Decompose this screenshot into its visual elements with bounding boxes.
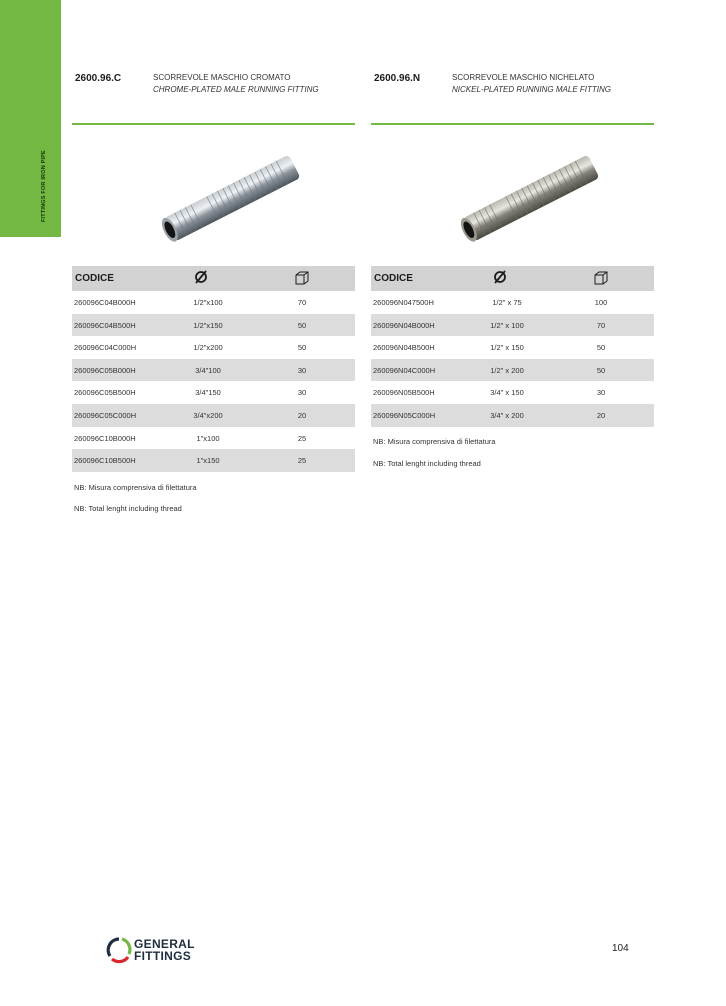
product-description-it: SCORREVOLE MASCHIO CROMATO <box>153 73 291 82</box>
table-header <box>371 266 654 291</box>
row-code: 260096C05B000H <box>74 365 136 375</box>
table-row <box>371 314 654 337</box>
row-size: 3/4"100 <box>195 365 221 375</box>
code-column-header: CODICE <box>374 273 413 284</box>
table-row <box>72 336 355 359</box>
table-row <box>72 291 355 314</box>
table-row <box>72 404 355 427</box>
product-code: 2600.96.N <box>374 73 421 84</box>
note-english: NB: Total lenght including thread <box>74 504 182 513</box>
row-size: 1/2"x200 <box>193 343 223 353</box>
page-number: 104 <box>612 943 629 954</box>
row-qty: 20 <box>596 410 606 420</box>
general-fittings-logo <box>106 935 216 967</box>
product-header <box>72 72 355 112</box>
note-italian: NB: Misura comprensiva di filettatura <box>74 483 197 492</box>
product-code: 2600.96.C <box>75 73 122 84</box>
table-row <box>72 427 355 450</box>
box-icon <box>294 270 310 286</box>
row-code: 260096N04B500H <box>373 343 435 353</box>
box-icon <box>593 270 609 286</box>
row-qty: 50 <box>596 343 606 353</box>
header-divider <box>371 123 654 125</box>
product-table <box>371 291 654 427</box>
section-side-tab <box>0 0 61 237</box>
product-table <box>72 291 355 472</box>
row-code: 260096N05C000H <box>373 410 436 420</box>
row-size: 1"x100 <box>196 433 220 443</box>
row-size: 1"x150 <box>196 456 220 466</box>
row-qty: 50 <box>596 365 606 375</box>
diameter-icon <box>193 269 209 285</box>
product-description-en: NICKEL-PLATED RUNNING MALE FITTING <box>452 85 611 94</box>
table-row <box>371 291 654 314</box>
row-size: 3/4" x 200 <box>490 410 524 420</box>
product-header <box>371 72 654 112</box>
row-qty: 20 <box>297 410 307 420</box>
row-size: 1/2" x 150 <box>490 343 524 353</box>
row-code: 260096C05B500H <box>74 388 136 398</box>
header-divider <box>72 123 355 125</box>
note-english: NB: Total lenght including thread <box>373 459 481 468</box>
table-row <box>72 381 355 404</box>
row-qty: 30 <box>596 388 606 398</box>
row-size: 1/2" x 75 <box>492 298 522 307</box>
row-qty: 30 <box>297 388 307 398</box>
row-size: 3/4"150 <box>195 388 221 398</box>
logo-word-general: GENERAL <box>134 937 195 951</box>
row-qty: 30 <box>297 365 307 375</box>
note-italian: NB: Misura comprensiva di filettatura <box>373 437 496 446</box>
table-row <box>371 359 654 382</box>
table-row <box>371 404 654 427</box>
row-qty: 50 <box>297 343 307 353</box>
row-qty: 100 <box>594 298 608 307</box>
product-description-it: SCORREVOLE MASCHIO NICHELATO <box>452 73 595 82</box>
product-description-en: CHROME-PLATED MALE RUNNING FITTING <box>153 85 319 94</box>
table-header <box>72 266 355 291</box>
row-qty: 25 <box>297 433 307 443</box>
row-code: 260096N04C000H <box>373 365 436 375</box>
row-code: 260096C04B500H <box>74 320 136 330</box>
row-qty: 25 <box>297 456 307 466</box>
row-size: 3/4"x200 <box>193 410 223 420</box>
diameter-icon <box>492 269 508 285</box>
table-row <box>72 314 355 337</box>
row-qty: 70 <box>596 320 606 330</box>
row-code: 260096C04C000H <box>74 343 137 353</box>
product-photo-nickel <box>439 128 619 263</box>
row-code: 260096N05B500H <box>373 388 435 398</box>
row-size: 3/4" x 150 <box>490 388 524 398</box>
table-row <box>371 381 654 404</box>
row-code: 260096C04B000H <box>74 298 136 307</box>
row-size: 1/2"x100 <box>193 298 223 307</box>
product-photo-chrome <box>140 128 320 263</box>
row-code: 260096C10B000H <box>74 433 136 443</box>
row-code: 260096C05C000H <box>74 410 137 420</box>
row-qty: 70 <box>297 298 307 307</box>
row-size: 1/2" x 200 <box>490 365 524 375</box>
row-code: 260096N047500H <box>373 298 434 307</box>
row-size: 1/2"x150 <box>193 320 223 330</box>
table-row <box>72 449 355 472</box>
logo-mark-icon <box>106 936 132 964</box>
row-size: 1/2" x 100 <box>490 320 524 330</box>
section-label: FITTINGS FOR IRON PIPE <box>41 150 47 222</box>
row-code: 260096N04B000H <box>373 320 435 330</box>
code-column-header: CODICE <box>75 273 114 284</box>
table-row <box>72 359 355 382</box>
logo-word-fittings: FITTINGS <box>134 949 192 963</box>
row-qty: 50 <box>297 320 307 330</box>
table-row <box>371 336 654 359</box>
row-code: 260096C10B500H <box>74 456 136 466</box>
